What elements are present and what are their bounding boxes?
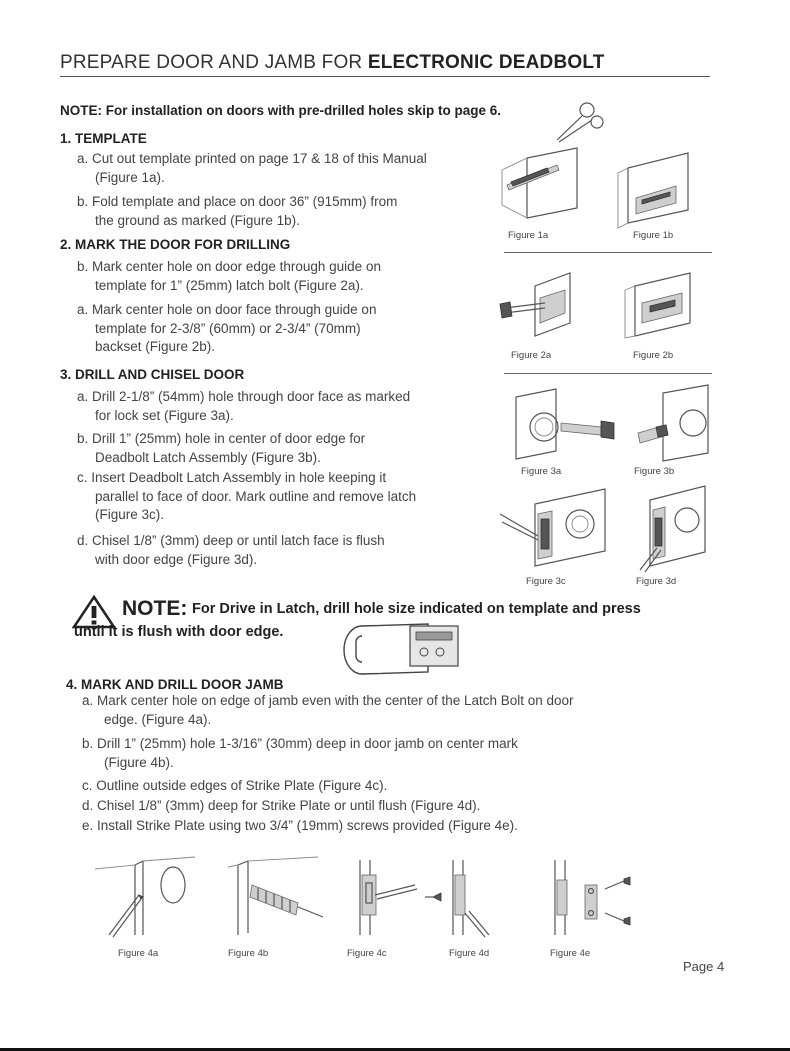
- figure-1b-label: Figure 1b: [633, 230, 674, 241]
- figure-4a-label: Figure 4a: [118, 948, 159, 959]
- step-text: e. Install Strike Plate using two 3/4” (19mm) screws provided (Figure 4e).: [82, 818, 518, 833]
- figure-3a-illustration: [506, 387, 616, 462]
- figure-3d-label: Figure 3d: [636, 576, 677, 587]
- step-4b: [82, 735, 518, 772]
- step-4e: [82, 817, 518, 836]
- figure-3b-illustration: [638, 383, 713, 463]
- step-text: for lock set (Figure 3a).: [95, 407, 234, 423]
- step-text: (Figure 1a).: [95, 169, 165, 185]
- step-text: the ground as marked (Figure 1b).: [95, 212, 300, 228]
- step-text: d. Chisel 1/8” (3mm) deep for Strike Plate or until flush (Figure 4d).: [82, 798, 481, 813]
- warning-text-line2: until it is flush with door edge.: [74, 624, 284, 640]
- figure-3b-label: Figure 3b: [634, 466, 675, 477]
- figure-4c-label: Figure 4c: [347, 948, 387, 959]
- figure-2b-illustration: [620, 268, 700, 338]
- step-text: Deadbolt Latch Assembly (Figure 3b).: [95, 449, 321, 465]
- figure-4e-illustration: [540, 855, 640, 940]
- step-3b: [77, 430, 365, 467]
- step-text: c. Outline outside edges of Strike Plate (Figure 4c).: [82, 778, 388, 793]
- figure-divider: [504, 373, 712, 374]
- step-text: a. Mark center hole on door face through guide on: [77, 302, 377, 317]
- figure-1b-illustration: [618, 148, 698, 228]
- step-4d: [82, 797, 480, 816]
- page-number: Page 4: [683, 959, 725, 974]
- section-heading-mark-door: 2. MARK THE DOOR FOR DRILLING: [60, 237, 291, 252]
- step-3d: [77, 532, 385, 569]
- step-text: b. Fold template and place on door 36” (915mm) from: [77, 194, 398, 209]
- title-emphasis: ELECTRONIC DEADBOLT: [367, 52, 605, 73]
- warning-label: NOTE:: [122, 597, 188, 620]
- figure-4e-label: Figure 4e: [550, 948, 591, 959]
- figure-2b-label: Figure 2b: [633, 350, 674, 361]
- warning-text-line1: For Drive in Latch, drill hole size indicated on template and press: [192, 601, 641, 617]
- figure-3c-illustration: [500, 484, 610, 569]
- figure-1a-illustration: [497, 100, 587, 220]
- step-4c: [82, 777, 387, 796]
- figure-divider: [504, 252, 712, 253]
- section-heading-template: 1. TEMPLATE: [60, 131, 147, 146]
- title-prefix: PREPARE DOOR AND JAMB FOR: [60, 52, 368, 73]
- step-1b: [77, 193, 397, 230]
- figure-4b-label: Figure 4b: [228, 948, 269, 959]
- step-text: b. Drill 1” (25mm) hole in center of door edge for: [77, 431, 366, 446]
- step-text: parallel to face of door. Mark outline and remove latch: [95, 488, 417, 504]
- figure-3c-label: Figure 3c: [526, 576, 566, 587]
- step-text: (Figure 4b).: [104, 754, 174, 770]
- step-4a: [82, 692, 574, 729]
- figure-4d-label: Figure 4d: [449, 948, 490, 959]
- step-text: (Figure 3c).: [95, 507, 165, 522]
- page-title: [60, 52, 605, 74]
- section-heading-drill-chisel: 3. DRILL AND CHISEL DOOR: [60, 367, 245, 382]
- figure-3a-label: Figure 3a: [521, 466, 562, 477]
- step-3c: [77, 469, 416, 525]
- figure-1a-label: Figure 1a: [508, 230, 549, 241]
- step-text: b. Mark center hole on door edge through guide on: [77, 259, 381, 274]
- step-text: d. Chisel 1/8” (3mm) deep or until latch face is flush: [77, 533, 385, 548]
- step-2a: [77, 301, 376, 357]
- step-1a: [77, 150, 427, 187]
- step-text: a. Cut out template printed on page 17 & 18 of this Manual: [77, 151, 427, 166]
- figure-4c-4d-illustration: [345, 855, 495, 940]
- step-3a: [77, 388, 410, 425]
- step-text: c. Insert Deadbolt Latch Assembly in hole keeping it: [77, 470, 387, 485]
- title-underline: [60, 76, 710, 77]
- step-2b: [77, 258, 381, 295]
- skip-note: NOTE: For installation on doors with pre-drilled holes skip to page 6.: [60, 103, 502, 118]
- figure-2a-illustration: [500, 268, 585, 338]
- figure-4a-illustration: [95, 855, 205, 940]
- step-text: a. Mark center hole on edge of jamb even with the center of the Latch Bolt on door: [82, 693, 574, 708]
- step-text: b. Drill 1” (25mm) hole 1-3/16” (30mm) deep in door jamb on center mark: [82, 736, 518, 751]
- drive-in-latch-illustration: [340, 618, 465, 676]
- figure-4b-illustration: [228, 855, 328, 935]
- section-heading-mark-jamb: 4. MARK AND DRILL DOOR JAMB: [66, 677, 284, 692]
- step-text: a. Drill 2-1/8” (54mm) hole through door face as marked: [77, 389, 411, 404]
- step-text: with door edge (Figure 3d).: [95, 551, 258, 567]
- step-text: template for 1” (25mm) latch bolt (Figure 2a).: [95, 277, 364, 293]
- step-text: backset (Figure 2b).: [95, 339, 216, 354]
- step-text: template for 2-3/8” (60mm) or 2-3/4” (70mm): [95, 320, 361, 336]
- step-text: edge. (Figure 4a).: [104, 711, 212, 727]
- figure-3d-illustration: [635, 480, 715, 570]
- figure-2a-label: Figure 2a: [511, 350, 552, 361]
